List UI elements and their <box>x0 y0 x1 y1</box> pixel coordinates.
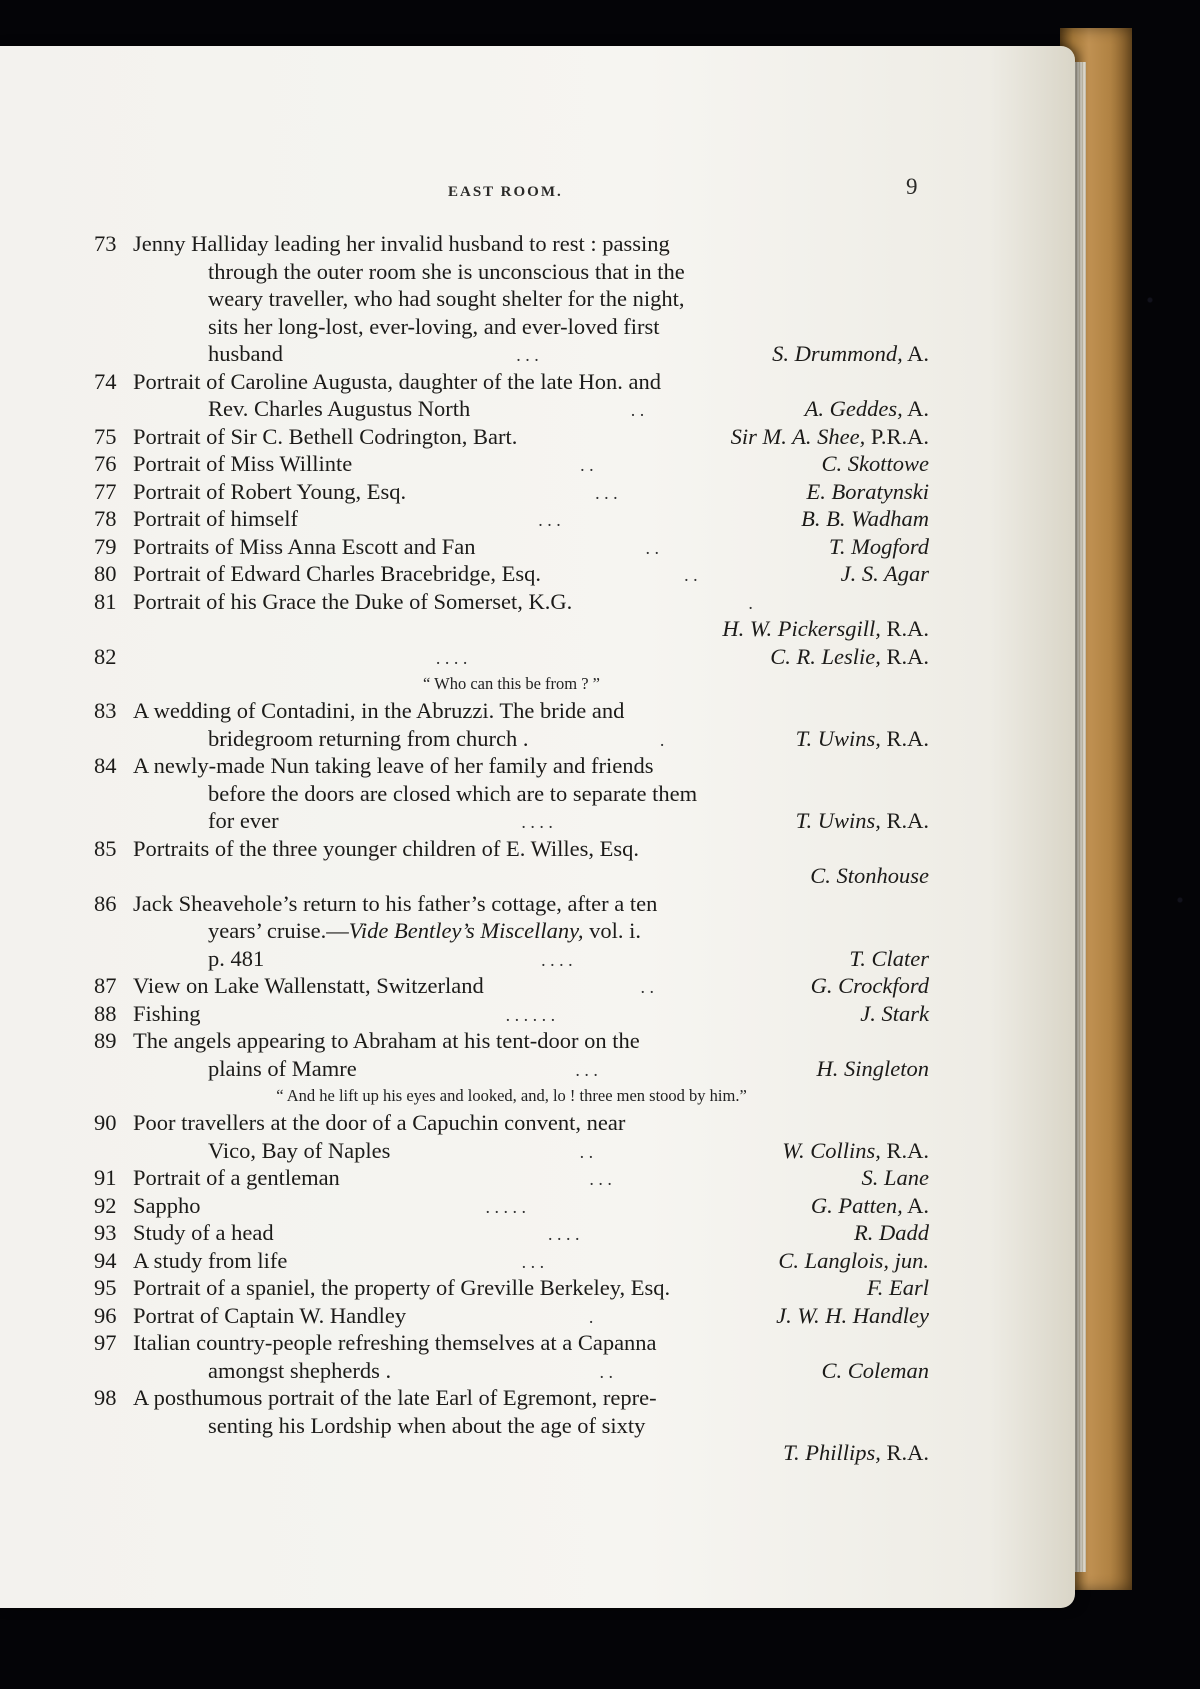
artist-name-italic: Sir M. A. Shee, <box>730 423 866 449</box>
entry-number: 80 <box>94 561 117 586</box>
entry-title: for ever <box>208 808 279 833</box>
entry-line <box>94 1247 929 1275</box>
entry-quotation: “ And he lift up his eyes and looked, and, lo ! three men stood by him.” <box>276 1086 747 1105</box>
leader-dots: . . . <box>516 345 539 365</box>
artist-name <box>821 1357 929 1385</box>
entry-title: Portrait of a spaniel, the property of Greville Berkeley, Esq. <box>133 1275 671 1300</box>
entry-line <box>94 1439 929 1467</box>
entry-number: 83 <box>94 698 117 723</box>
artist-name-italic: J. Stark <box>860 1000 929 1026</box>
artist-name-italic: J. S. Agar <box>840 561 929 586</box>
entry-title: A posthumous portrait of the late Earl of Egremont, repre- <box>133 1385 657 1410</box>
entry-line <box>94 1027 929 1055</box>
artist-name-italic: S. Drummond, <box>772 341 903 366</box>
artist-name <box>796 725 929 753</box>
entry-line <box>94 1219 929 1247</box>
entry-line <box>94 1000 929 1028</box>
artist-name <box>822 450 930 478</box>
artist-honorific: R.A. <box>880 725 929 751</box>
artist-honorific: R.A. <box>880 616 929 641</box>
entry-title: Portraits of the three younger children of E. Willes, Esq. <box>133 835 640 861</box>
artist-name-italic: C. Langlois, jun. <box>778 1247 929 1273</box>
entry-line <box>94 450 929 478</box>
artist-honorific: R.A. <box>880 1440 929 1465</box>
entry-number: 79 <box>94 533 117 559</box>
entry-title: Poor travellers at the door of a Capuchin convent, near <box>133 1110 626 1135</box>
leader-dots: . . . <box>575 1059 598 1080</box>
catalogue-entry <box>94 1027 929 1109</box>
leader-dots: . . . . . . <box>505 1004 556 1025</box>
entry-title: Study of a head <box>133 1220 274 1245</box>
leader-dots: . <box>748 592 753 613</box>
artist-name-italic: C. R. Leslie, <box>770 643 881 669</box>
artist-name <box>810 862 929 890</box>
artist-honorific: R.A. <box>880 1137 929 1163</box>
entry-line <box>94 972 929 1000</box>
entry-line <box>94 1412 929 1440</box>
catalogue-entry <box>94 697 929 752</box>
leader-dots: . . . . <box>521 812 553 832</box>
artist-name-italic: T. Clater <box>849 945 929 971</box>
entry-line <box>94 862 929 890</box>
entry-title: View on Lake Wallenstatt, Switzerland <box>133 973 484 998</box>
entry-line <box>94 725 929 753</box>
catalogue-entry <box>94 972 929 1000</box>
entry-title: Fishing <box>133 1000 201 1026</box>
entry-title: The angels appearing to Abraham at his tent-door on the <box>133 1028 640 1053</box>
leader-dots: . . <box>684 565 698 585</box>
catalogue-entry <box>94 505 929 533</box>
catalogue-entry <box>94 478 929 506</box>
artist-name <box>722 615 929 643</box>
entry-line <box>94 423 929 451</box>
entry-line <box>94 1357 929 1385</box>
entry-number: 77 <box>94 478 117 504</box>
artist-name <box>841 560 929 588</box>
catalogue-entry <box>94 533 929 561</box>
artist-name-italic: T. Uwins, <box>795 725 881 751</box>
entry-line <box>94 230 929 258</box>
artist-honorific: A. <box>902 396 929 421</box>
artist-name-italic: G. Patten, <box>810 1192 903 1218</box>
entry-number: 93 <box>94 1220 117 1245</box>
artist-name <box>778 1247 929 1275</box>
entry-line <box>94 917 929 945</box>
leader-dots: . . . <box>521 1251 545 1272</box>
entry-line <box>94 1137 929 1165</box>
artist-name <box>829 533 929 561</box>
entry-title: Jack Sheavehole’s return to his father’s cottage, after a ten <box>133 890 658 916</box>
artist-honorific: A. <box>902 341 929 366</box>
entry-line <box>94 1109 929 1137</box>
catalogue-entry <box>94 1247 929 1275</box>
entry-number: 98 <box>94 1385 117 1410</box>
entry-line <box>94 1329 929 1357</box>
artist-name <box>776 1302 929 1330</box>
entry-title: Portraits of Miss Anna Escott and Fan <box>133 533 476 559</box>
entry-number: 90 <box>94 1110 117 1135</box>
running-head: EAST ROOM. <box>448 184 563 200</box>
entry-number: 81 <box>94 588 117 614</box>
artist-name <box>805 395 929 423</box>
entry-number: 76 <box>94 451 117 476</box>
entry-line <box>94 697 929 725</box>
leader-dots: . . . . <box>435 647 468 668</box>
artist-honorific: R.A. <box>880 808 929 833</box>
catalogue-entry <box>94 1164 929 1192</box>
artist-name <box>860 1000 929 1028</box>
entry-number: 88 <box>94 1000 117 1026</box>
leader-dots: . . . . . <box>485 1196 526 1217</box>
entry-number: 87 <box>94 973 117 998</box>
entry-line <box>94 752 929 780</box>
artist-name <box>862 1164 930 1192</box>
entry-number: 96 <box>94 1302 117 1328</box>
catalogue-entry <box>94 1274 929 1302</box>
catalogue-entry <box>94 230 929 368</box>
entry-title: plains of Mamre <box>208 1055 357 1081</box>
entry-title-reference: Vide Bentley’s Miscellany, <box>348 918 584 943</box>
entry-title: Portrait of Sir C. Bethell Codrington, Bart. <box>133 423 518 449</box>
leader-dots: . <box>659 729 665 750</box>
entry-line <box>94 340 929 368</box>
artist-name-italic: T. Mogford <box>828 533 929 559</box>
artist-name <box>783 1439 929 1467</box>
leader-dots: . . . . <box>548 1224 580 1244</box>
entry-title: Portrait of Miss Willinte <box>133 451 353 476</box>
entry-number: 85 <box>94 835 117 861</box>
catalogue-entry <box>94 1329 929 1384</box>
entry-title: Jenny Halliday leading her invalid husband to rest : passing <box>133 231 670 256</box>
catalogue-entry <box>94 890 929 973</box>
artist-name <box>811 972 929 1000</box>
entry-line <box>94 285 929 313</box>
entry-number: 84 <box>94 753 117 778</box>
catalogue-entry <box>94 423 929 451</box>
leader-dots: . <box>588 1306 594 1327</box>
artist-name-italic: C. Coleman <box>821 1357 929 1383</box>
entry-line <box>94 890 929 918</box>
leader-dots: . . <box>580 455 594 475</box>
artist-name-italic: H. W. Pickersgill, <box>722 616 881 641</box>
entry-line <box>94 1274 929 1302</box>
artist-name <box>801 505 929 533</box>
entry-title: amongst shepherds . <box>208 1357 392 1383</box>
entry-title: Portrait of Edward Charles Bracebridge, Esq. <box>133 561 541 586</box>
catalogue-entry <box>94 1192 929 1220</box>
artist-honorific: R.A. <box>880 643 929 669</box>
artist-honorific: A. <box>902 1192 929 1218</box>
entry-line <box>94 807 929 835</box>
entry-line <box>94 1164 929 1192</box>
artist-name-italic: J. W. H. Handley <box>776 1302 929 1328</box>
catalogue-entry <box>94 1109 929 1164</box>
artist-name-italic: H. Singleton <box>816 1055 929 1081</box>
entry-line <box>94 395 929 423</box>
entry-title: Portrait of his Grace the Duke of Somerset, K.G. <box>133 588 573 614</box>
leader-dots: . . <box>645 537 659 558</box>
leader-dots: . . . . <box>541 949 573 970</box>
artist-name-italic: G. Crockford <box>810 973 929 998</box>
artist-name-italic: A. Geddes, <box>804 396 903 421</box>
catalogue-entry <box>94 1302 929 1330</box>
entry-title: Rev. Charles Augustus North <box>208 396 471 421</box>
catalogue-entry <box>94 560 929 588</box>
artist-name <box>731 423 929 451</box>
entry-line <box>94 588 929 616</box>
artist-name <box>796 807 929 835</box>
entry-title: weary traveller, who had sought shelter for the night, <box>208 286 685 311</box>
entry-title: A study from life <box>133 1247 288 1273</box>
leader-dots: . . . <box>538 510 561 530</box>
artist-name-italic: T. Phillips, <box>783 1440 881 1465</box>
artist-name <box>867 1274 929 1302</box>
catalogue-entry <box>94 1000 929 1028</box>
artist-name <box>854 1219 929 1247</box>
artist-name-italic: F. Earl <box>866 1275 929 1300</box>
entry-number: 86 <box>94 890 117 916</box>
entry-line <box>94 1192 929 1220</box>
artist-name <box>849 945 929 973</box>
entry-number: 97 <box>94 1330 117 1355</box>
entry-title: sits her long-lost, ever-loving, and ever-loved first <box>208 313 660 339</box>
entry-number: 92 <box>94 1192 117 1218</box>
page-number: 9 <box>906 174 918 199</box>
catalogue-entry <box>94 1219 929 1247</box>
entry-number: 89 <box>94 1028 117 1053</box>
entry-line <box>94 368 929 396</box>
entry-line <box>94 615 929 643</box>
catalogue-entry <box>94 835 929 890</box>
entry-title: senting his Lordship when about the age of sixty <box>208 1412 646 1438</box>
entry-title: p. 481 <box>208 945 265 971</box>
entry-title: Portrat of Captain W. Handley <box>133 1302 407 1328</box>
entry-title: A newly-made Nun taking leave of her family and friends <box>133 753 654 778</box>
entry-title: Italian country-people refreshing themselves at a Capanna <box>133 1330 657 1355</box>
entry-line <box>94 560 929 588</box>
catalogue-entry <box>94 752 929 835</box>
entry-line <box>94 505 929 533</box>
entry-number: 78 <box>94 506 117 531</box>
artist-name <box>817 1055 930 1083</box>
artist-name-italic: S. Lane <box>861 1165 929 1190</box>
entry-title: years’ cruise.—Vide Bentley’s Miscellany, vol. i. <box>208 918 642 943</box>
catalogue-entries <box>94 230 929 1467</box>
artist-name-italic: C. Skottowe <box>821 451 929 476</box>
entry-number: 73 <box>94 231 117 256</box>
entry-title: husband <box>208 341 283 366</box>
catalogue-entry <box>94 588 929 643</box>
leader-dots: . . <box>599 1361 614 1382</box>
entry-line <box>94 533 929 561</box>
entry-number: 82 <box>94 643 117 669</box>
entry-title: A wedding of Contadini, in the Abruzzi. The bride and <box>133 698 625 723</box>
artist-name <box>770 643 929 671</box>
entry-title: Portrait of Caroline Augusta, daughter of the late Hon. and <box>133 368 661 394</box>
artist-name <box>807 478 929 506</box>
entry-line <box>94 1055 929 1083</box>
artist-name <box>772 340 929 368</box>
entry-title: before the doors are closed which are to separate them <box>208 780 698 806</box>
leader-dots: . . . <box>589 1169 612 1189</box>
leader-dots: . . . <box>595 482 618 503</box>
leader-dots: . . <box>579 1141 594 1162</box>
entry-line <box>94 643 929 671</box>
entry-title: Portrait of Robert Young, Esq. <box>133 478 407 504</box>
entry-number: 95 <box>94 1275 117 1300</box>
artist-name-italic: B. B. Wadham <box>801 506 929 531</box>
entry-line <box>94 313 929 341</box>
leader-dots: . . <box>630 400 645 420</box>
entry-line <box>94 780 929 808</box>
artist-honorific: P.R.A. <box>865 423 929 449</box>
artist-name <box>811 1192 929 1220</box>
entry-number: 75 <box>94 423 117 449</box>
entry-number: 74 <box>94 368 117 394</box>
entry-line <box>94 1384 929 1412</box>
entry-title: Portrait of himself <box>133 506 298 531</box>
entry-title: Vico, Bay of Naples <box>208 1137 391 1163</box>
artist-name-italic: W. Collins, <box>782 1137 881 1163</box>
entry-line <box>94 258 929 286</box>
catalogue-entry <box>94 643 929 698</box>
entry-quotation: “ Who can this be from ? ” <box>422 674 600 693</box>
artist-name-italic: R. Dadd <box>854 1220 929 1245</box>
entry-title: Sappho <box>133 1192 201 1218</box>
artist-name <box>782 1137 929 1165</box>
artist-name-italic: C. Stonhouse <box>810 863 929 888</box>
entry-line <box>94 1302 929 1330</box>
catalogue-entry <box>94 450 929 478</box>
artist-name-italic: T. Uwins, <box>795 808 881 833</box>
entry-line <box>94 478 929 506</box>
catalogue-entry <box>94 368 929 423</box>
artist-name-italic: E. Boratynski <box>806 478 929 504</box>
entry-title: through the outer room she is unconscious that in the <box>208 258 685 284</box>
entry-number: 94 <box>94 1247 117 1273</box>
entry-line <box>94 945 929 973</box>
entry-title: Portrait of a gentleman <box>133 1165 340 1190</box>
entry-title: bridegroom returning from church . <box>208 725 529 751</box>
entry-line <box>94 835 929 863</box>
leader-dots: . . <box>640 977 654 997</box>
entry-number: 91 <box>94 1165 117 1190</box>
catalogue-entry <box>94 1384 929 1467</box>
